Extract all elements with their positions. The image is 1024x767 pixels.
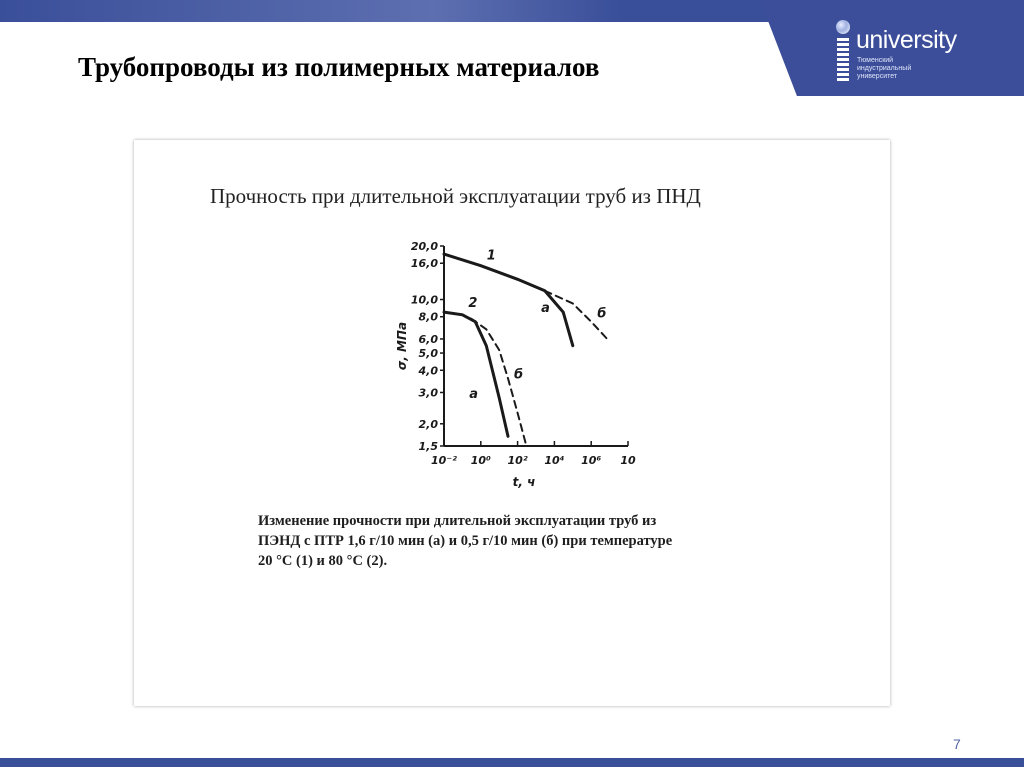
x-tick-label: 10⁻² — [431, 454, 457, 467]
y-tick-label: 3,0 — [418, 386, 438, 400]
y-tick-label: 2,0 — [418, 417, 438, 431]
x-tick-label: 10² — [507, 454, 528, 467]
caption-line: ПЭНД с ПТР 1,6 г/10 мин (а) и 0,5 г/10 мин (б) при температуре — [258, 533, 673, 549]
x-tick-label: 10 — [620, 454, 636, 467]
y-tick-label: 1,5 — [418, 440, 438, 453]
y-tick-label: 10,0 — [410, 293, 438, 307]
logo-subtitle-line: университет — [857, 73, 898, 80]
bottom-band — [0, 758, 1024, 767]
logo-subtitle-line: Тюменский — [857, 57, 894, 64]
caption-line: 20 °С (1) и 80 °С (2). — [258, 553, 388, 569]
y-tick-label: 16,0 — [410, 257, 438, 271]
figure-heading: Прочность при длительной эксплуатации труб из ПНД — [210, 184, 701, 208]
curve-label: 2 — [468, 295, 478, 311]
x-axis-label: t, ч — [512, 475, 536, 489]
logo-subtitle — [857, 57, 911, 81]
curve-label: а — [469, 386, 478, 402]
caption-line: Изменение прочности при длительной эксплуатации труб из — [258, 513, 657, 529]
logo-subtitle-line: индустриальный — [857, 65, 912, 72]
y-tick-label: 6,0 — [418, 332, 438, 346]
curve-label: а — [541, 301, 550, 317]
y-axis-label: σ, МПа — [395, 321, 409, 371]
logo-bar-icon — [837, 38, 849, 82]
curve-label: б — [597, 306, 607, 322]
x-tick-label: 10⁶ — [581, 454, 602, 467]
globe-icon — [836, 20, 850, 34]
y-tick-label: 20,0 — [410, 240, 438, 253]
logo-wordmark: university — [856, 26, 957, 54]
y-tick-label: 4,0 — [418, 364, 438, 378]
x-tick-label: 10⁰ — [470, 454, 491, 467]
y-tick-label: 8,0 — [418, 310, 438, 324]
x-tick-label: 10⁴ — [544, 454, 565, 467]
strength-chart — [258, 226, 638, 496]
page-number: 7 — [953, 736, 961, 752]
curve-label: 1 — [486, 248, 496, 264]
figure-caption — [258, 511, 778, 571]
series-line — [444, 312, 508, 436]
series-line — [444, 254, 573, 346]
slide-title: Трубопроводы из полимерных материалов — [78, 52, 600, 82]
curve-label: б — [513, 367, 524, 383]
top-band-gradient — [0, 0, 620, 22]
y-tick-label: 5,0 — [418, 347, 438, 361]
